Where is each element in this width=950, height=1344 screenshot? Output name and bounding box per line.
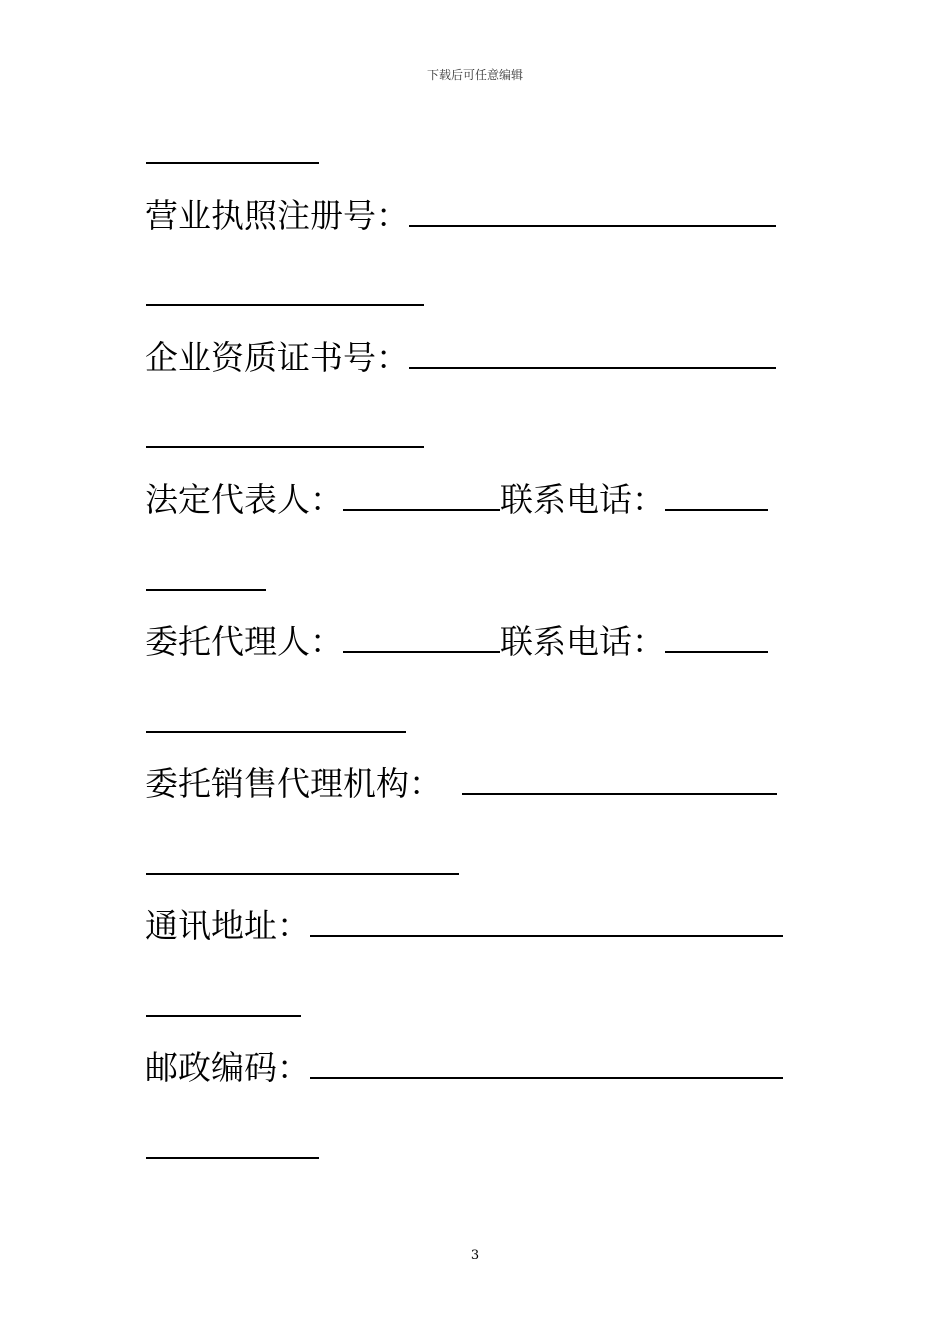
field-authorized-agent bbox=[145, 622, 768, 662]
field-business-license bbox=[145, 196, 776, 236]
field-sales-agency bbox=[145, 764, 777, 804]
authorized-agent-blank[interactable] bbox=[343, 623, 500, 653]
field-label: 邮政编码： bbox=[145, 1048, 310, 1087]
field-postal-code bbox=[145, 1048, 783, 1088]
field-legal-representative bbox=[145, 480, 768, 520]
legal-representative-blank[interactable] bbox=[343, 481, 500, 511]
agent-phone-continuation-blank[interactable] bbox=[146, 731, 406, 733]
legal-representative-phone-blank[interactable] bbox=[665, 481, 768, 511]
postal-code-continuation-blank[interactable] bbox=[146, 1157, 319, 1159]
field-label: 企业资质证书号： bbox=[145, 338, 409, 377]
postal-code-blank[interactable] bbox=[310, 1049, 783, 1079]
field-mailing-address bbox=[145, 906, 783, 946]
mailing-address-blank[interactable] bbox=[310, 907, 783, 937]
authorized-agent-phone-blank[interactable] bbox=[665, 623, 768, 653]
legal-phone-continuation-blank[interactable] bbox=[146, 589, 266, 591]
business-license-continuation-blank[interactable] bbox=[146, 304, 424, 306]
field-qualification-certificate bbox=[145, 338, 776, 378]
field-label: 联系电话： bbox=[500, 622, 665, 661]
qualification-continuation-blank[interactable] bbox=[146, 446, 424, 448]
field-label: 通讯地址： bbox=[145, 906, 310, 945]
field-label: 法定代表人： bbox=[145, 480, 343, 519]
sales-agency-blank[interactable] bbox=[462, 765, 777, 795]
field-label: 委托代理人： bbox=[145, 622, 343, 661]
qualification-certificate-blank[interactable] bbox=[409, 339, 776, 369]
continuation-blank[interactable] bbox=[146, 162, 319, 164]
field-label: 委托销售代理机构： bbox=[145, 764, 442, 803]
field-label: 联系电话： bbox=[500, 480, 665, 519]
business-license-blank[interactable] bbox=[409, 197, 776, 227]
field-label: 营业执照注册号： bbox=[145, 196, 409, 235]
mailing-address-continuation-blank[interactable] bbox=[146, 1015, 301, 1017]
page-header: 下载后可任意编辑 bbox=[426, 68, 523, 82]
page-number: 3 bbox=[470, 1248, 480, 1263]
sales-agency-continuation-blank[interactable] bbox=[146, 873, 459, 875]
